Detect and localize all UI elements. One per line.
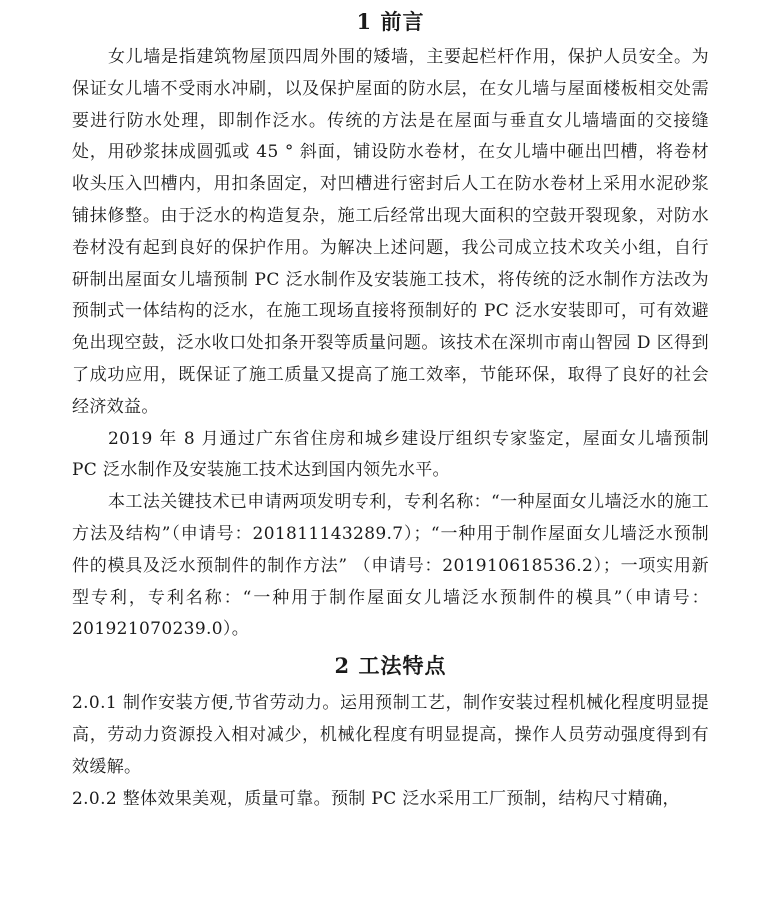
patent-paragraph: 本工法关键技术已申请两项发明专利，专利名称：“一种屋面女儿墙泛水的施工方法及结构”（申请号：201811143289.7）；“一种用于制作屋面女儿墙泛水预制件的模具及泛水预制件的制作方法” （申请号：201910618536.2）；一项实用新型专利，专利名称：“一种用于制作屋面女儿墙泛水预制件的模具”（申请号：201921070239.0）。 bbox=[72, 492, 709, 640]
section-2-heading: 2 工法特点 bbox=[334, 653, 447, 679]
intro-paragraph: 女儿墙是指建筑物屋顶四周外围的矮墙，主要起栏杆作用，保护人员安全。为保证女儿墙不受雨水冲刷，以及保护屋面的防水层，在女儿墙与屋面楼板相交处需要进行防水处理，即制作泛水。传统的方法是在屋面与垂直女儿墙墙面的交接缝处，用砂浆抹成圆弧或 45 ° 斜面，铺设防水卷材，在女儿墙中砸出凹槽，将卷材收头压入凹槽内，用扣条固定，对凹槽进行密封后人工在防水卷材上采用水泥砂浆铺抹修整。由于泛水的构造复杂，施工后经常出现大面积的空鼓开裂现象，对防水卷材没有起到良好的保护作用。为解决上述问题，我公司成立技术攻关小组，自行研制出屋面女儿墙预制 PC 泛水制作及安装施工技术，将传统的泛水制作方法改为预制式一体结构的泛水，在施工现场直接将预制好的 PC 泛水安装即可，可有效避免出现空鼓，泛水收口处扣条开裂等质量问题。该技术在深圳市南山智园 D 区得到了成功应用，既保证了施工质量又提高了施工效率，节能环保，取得了良好的社会经济效益。 bbox=[72, 47, 709, 417]
feature-item-2-0-1: 2.0.1 制作安装方便,节省劳动力。运用预制工艺，制作安装过程机械化程度明显提高，劳动力资源投入相对减少，机械化程度有明显提高，操作人员劳动强度得到有效缓解。 bbox=[72, 693, 709, 777]
appraisal-paragraph: 2019 年 8 月通过广东省住房和城乡建设厅组织专家鉴定，屋面女儿墙预制 PC 泛水制作及安装施工技术达到国内领先水平。 bbox=[72, 428, 709, 481]
section-1-heading: 1 前言 bbox=[356, 9, 425, 34]
feature-item-2-0-2: 2.0.2 整体效果美观，质量可靠。预制 PC 泛水采用工厂预制，结构尺寸精确， bbox=[72, 788, 680, 809]
